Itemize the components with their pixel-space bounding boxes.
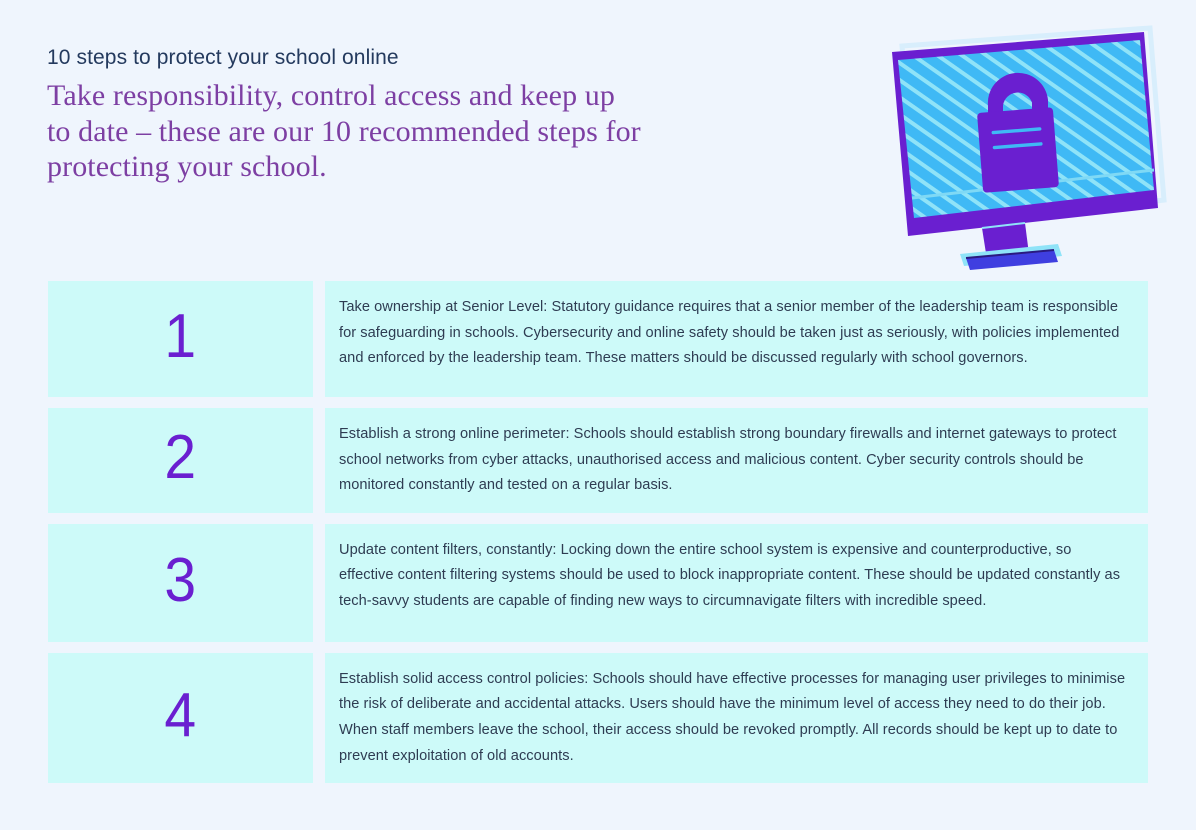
step-number: 3 [164,545,197,615]
monitor-with-padlock-icon [862,22,1172,277]
step-text-cell [325,653,1148,783]
step-description: Take ownership at Senior Level: Statutory guidance requires that a senior member of the leadership team is responsible for safeguarding in schools. Cybersecurity and online safety should be taken just as seriously, with policies implemented and enforced by the leadership team. These matters should be discussed regularly with school governors. [339,299,1120,367]
step-row [48,524,1148,642]
step-description: Establish a strong online perimeter: Schools should establish strong boundary firewalls and internet gateways to protect school networks from cyber attacks, unauthorised access and malicious content. Cyber security controls should be monitored constantly and tested on a regular basis. [339,426,1117,494]
column-divider [313,524,325,642]
column-divider [313,408,325,513]
step-number-cell [48,524,313,642]
step-number: 1 [164,302,197,371]
column-divider [313,281,325,397]
page-title [47,78,837,185]
page-kicker: 10 steps to protect your school online [47,46,399,69]
steps-list [48,281,1148,783]
step-row [48,653,1148,783]
step-description: Establish solid access control policies: Schools should have effective processes for managing user privileges to minimise the risk of deliberate and accidental attacks. Users should have the minimum level of access they need to do their job. When staff members leave the school, their access should be revoked promptly. All records should be kept up to date to prevent exploitation of old accounts. [339,670,1126,764]
step-number: 4 [164,680,197,750]
step-number-cell [48,408,313,513]
step-text-cell [325,524,1148,642]
page-title-line-1: Take responsibility, control access and keep up [47,79,615,112]
step-text-cell [325,281,1148,397]
step-text-cell [325,408,1148,513]
step-number: 2 [164,423,197,493]
page-title-line-2: to date – these are our 10 recommended steps for [47,114,641,148]
page-header [47,44,837,185]
step-row [48,281,1148,397]
step-number-cell [48,653,313,783]
page-title-line-3: protecting your school. [47,150,327,183]
step-number-cell [48,281,313,397]
column-divider [313,653,325,783]
step-description: Update content filters, constantly: Locking down the entire school system is expensive and counterproductive, so effective content filtering systems should be used to block inappropriate content. These should be updated constantly as tech-savvy students are capable of finding new ways to circumnavigate filters with incredible speed. [339,541,1121,609]
step-row [48,408,1148,513]
